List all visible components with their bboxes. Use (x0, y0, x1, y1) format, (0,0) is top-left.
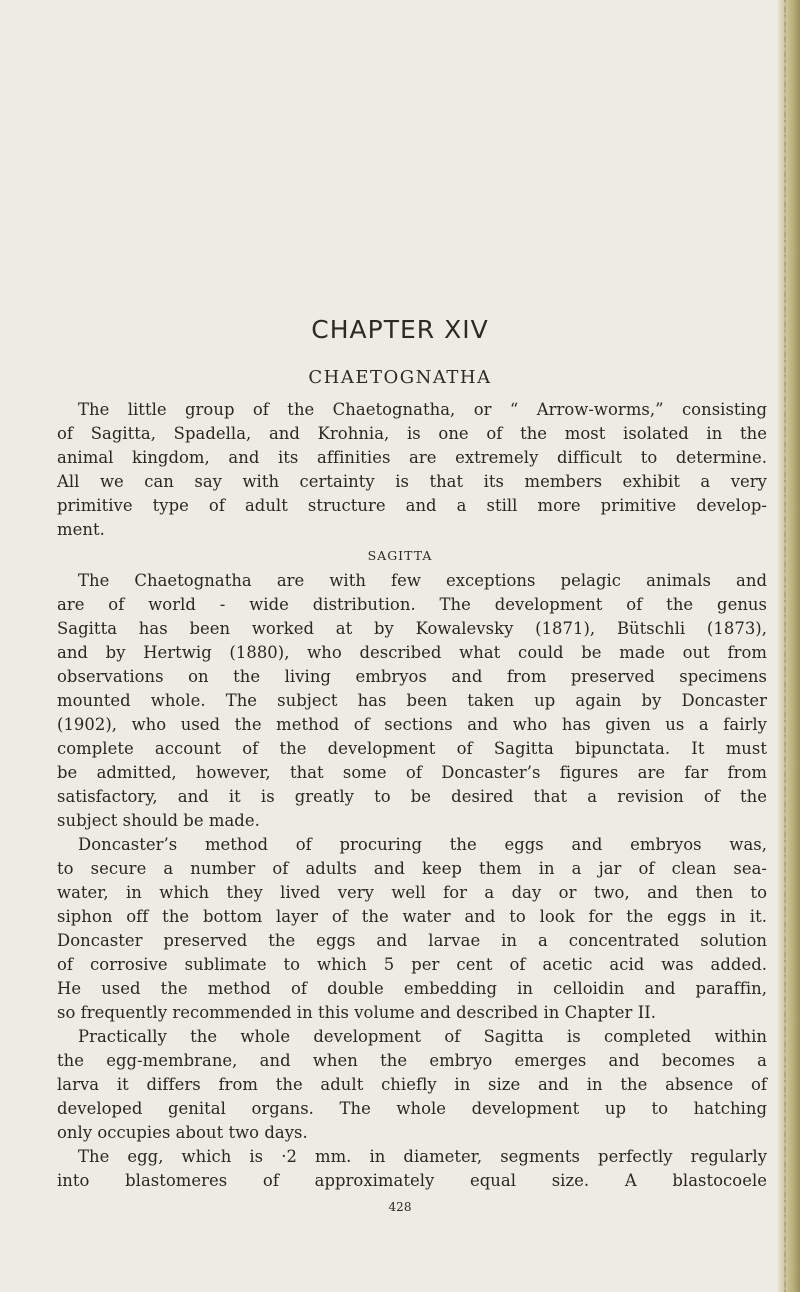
intro-line: animal kingdom, and its affinities are extremely difficult to determine. (57, 448, 767, 467)
body-line: observations on the living embryos and from preserved specimens (57, 667, 767, 686)
body-line: Doncaster preserved the eggs and larvae in a concentrated solution (57, 931, 767, 950)
page-edge-shadow (778, 0, 800, 1292)
body-line: mounted whole. The subject has been taken up again by Doncaster (57, 691, 767, 710)
body-line: The Chaetognatha are with few exceptions pelagic animals and (78, 571, 767, 590)
body-line: and by Hertwig (1880), who described what could be made out from (57, 643, 767, 662)
body-line: to secure a number of adults and keep them in a jar of clean sea- (57, 859, 767, 878)
body-line: water, in which they lived very well for a day or two, and then to (57, 883, 767, 902)
body-line: The egg, which is ·2 mm. in diameter, segments perfectly regularly (78, 1147, 767, 1166)
chapter-number: CHAPTER XIV (311, 315, 489, 344)
body-line: into blastomeres of approximately equal size. A blastocoele (57, 1171, 767, 1190)
intro-line: ment. (57, 520, 105, 539)
body-line: Doncaster’s method of procuring the eggs and embryos was, (78, 835, 767, 854)
body-line: be admitted, however, that some of Doncaster’s figures are far from (57, 763, 767, 782)
chapter-title: CHAETOGNATHA (308, 367, 492, 388)
body-line: complete account of the development of Sagitta bipunctata. It must (57, 739, 767, 758)
body-line: are of world - wide distribution. The development of the genus (57, 595, 767, 614)
body-line: Practically the whole development of Sagitta is completed within (78, 1027, 767, 1046)
body-line: Sagitta has been worked at by Kowalevsky (1871), Bütschli (1873), (57, 619, 767, 638)
body-line: larva it differs from the adult chiefly in size and in the absence of (57, 1075, 767, 1094)
body-line: developed genital organs. The whole development up to hatching (57, 1099, 767, 1118)
body-line: satisfactory, and it is greatly to be desired that a revision of the (57, 787, 767, 806)
intro-line: primitive type of adult structure and a still more primitive develop- (57, 496, 767, 515)
body-line: only occupies about two days. (57, 1123, 308, 1142)
intro-line: The little group of the Chaetognatha, or “ Arrow-worms,” consisting (78, 400, 767, 419)
body-line: of corrosive sublimate to which 5 per cent of acetic acid was added. (57, 955, 767, 974)
page-number: 428 (388, 1200, 412, 1214)
intro-line: All we can say with certainty is that its members exhibit a very (57, 472, 767, 491)
intro-line: of Sagitta, Spadella, and Krohnia, is one of the most isolated in the (57, 424, 767, 443)
body-line: so frequently recommended in this volume and described in Chapter II. (57, 1003, 657, 1022)
body-line: He used the method of double embedding in celloidin and paraffin, (57, 979, 767, 998)
body-line: (1902), who used the method of sections and who has given us a fairly (57, 715, 767, 734)
body-line: the egg-membrane, and when the embryo emerges and becomes a (57, 1051, 767, 1070)
body-line: siphon off the bottom layer of the water and to look for the eggs in it. (57, 907, 767, 926)
section-heading: SAGITTA (367, 548, 433, 563)
body-line: subject should be made. (57, 811, 260, 830)
